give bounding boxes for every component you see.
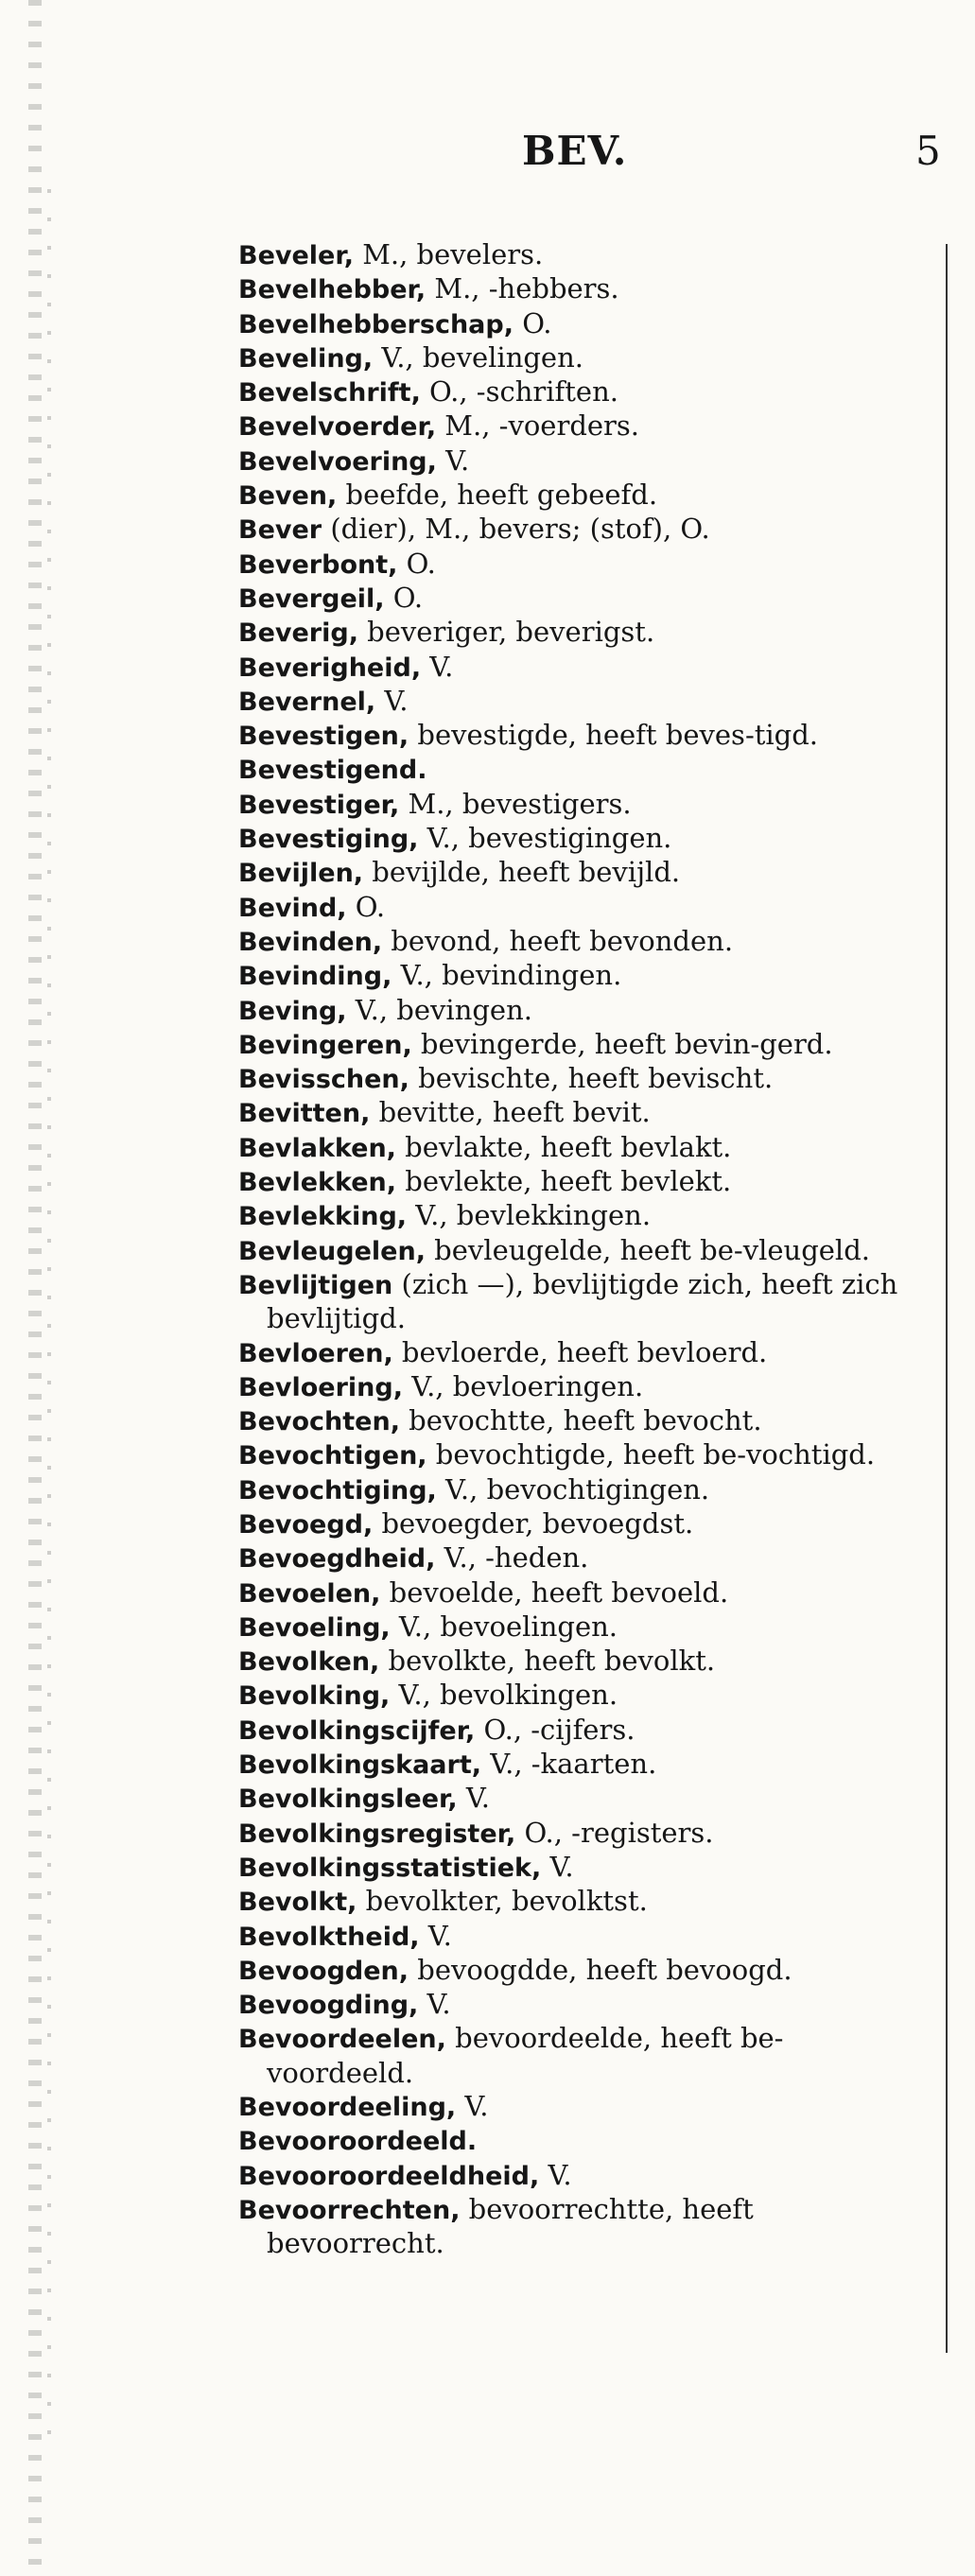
dictionary-entry (238, 1645, 919, 1679)
entry-definition: M., -hebbers. (426, 272, 619, 305)
entry-headword: Bevingeren, (238, 1030, 412, 1060)
entry-definition: V., bevingen. (346, 993, 532, 1026)
entry-headword: Bevooroordeeld. (238, 2127, 478, 2157)
entry-headword: Bevochtiging, (238, 1475, 437, 1506)
dictionary-entry (238, 1748, 919, 1782)
dictionary-entry (238, 375, 919, 409)
entry-headword: Beverig, (238, 618, 358, 649)
entry-headword: Bevestiging, (238, 825, 419, 855)
dictionary-entry (238, 2193, 919, 2261)
dictionary-entry (238, 1473, 919, 1507)
entry-definition: V. (375, 684, 409, 717)
entry-headword: Beverigheid, (238, 653, 422, 683)
entry-headword: Bevolkingsleer, (238, 1784, 458, 1815)
entry-headword: Bevisschen, (238, 1065, 409, 1095)
entry-definition: bevolkter, bevolktst. (357, 1885, 648, 1918)
entry-definition: V. (456, 2090, 489, 2123)
dictionary-entry (238, 1268, 919, 1336)
entry-definition: bevingerde, heeft bevin-gerd. (411, 1027, 833, 1060)
dictionary-entry (238, 1988, 919, 2022)
scan-edge-noise-inner (47, 189, 51, 2459)
entry-definition: V. (436, 444, 470, 477)
entry-definition: M., -voerders. (436, 409, 640, 443)
entry-headword: Bevinding, (238, 962, 392, 992)
entry-definition: bevijlde, heeft bevijld. (363, 856, 681, 889)
dictionary-entry (238, 1851, 919, 1885)
entry-headword: Bevernel, (238, 687, 376, 717)
scan-edge-noise (28, 0, 42, 2576)
entry-definition: bevochtigde, heeft be-vochtigd. (427, 1438, 876, 1471)
dictionary-entry (238, 925, 919, 959)
dictionary-entry (238, 2159, 919, 2193)
dictionary-entry (238, 238, 919, 272)
dictionary-entry (238, 1817, 919, 1851)
dictionary-entry (238, 1782, 919, 1816)
entry-definition: beveriger, beverigst. (357, 616, 655, 649)
dictionary-entry (238, 1507, 919, 1541)
entry-headword: Bevolkingsregister, (238, 1819, 516, 1849)
entry-definition: bevleugelde, heeft be-vleugeld. (425, 1233, 870, 1266)
entry-definition: bevlakte, heeft bevlakt. (395, 1130, 732, 1163)
dictionary-entry (238, 1541, 919, 1575)
entry-definition: V., bevlekkingen. (407, 1199, 652, 1232)
entry-headword: Beven, (238, 481, 338, 512)
dictionary-entry (238, 1131, 919, 1165)
entry-definition: bevond, heeft bevonden. (382, 924, 734, 957)
entry-definition: O. (513, 306, 552, 339)
entry-headword: Bevolken, (238, 1647, 380, 1678)
entry-headword: Bevoeling, (238, 1612, 391, 1643)
dictionary-entry (238, 994, 919, 1028)
page-title: BEV. (522, 128, 628, 174)
entry-headword: Bevoelen, (238, 1578, 381, 1609)
entry-headword: Bevlijtigen (238, 1270, 393, 1300)
entry-headword: Bevochten, (238, 1407, 400, 1437)
dictionary-entry (238, 822, 919, 856)
entry-headword: Bevolking, (238, 1681, 391, 1712)
entry-definition: V., bevloeringen. (402, 1369, 644, 1402)
entry-definition: V., bevoelingen. (390, 1610, 618, 1643)
dictionary-entry (238, 788, 919, 822)
dictionary-entry (238, 1028, 919, 1062)
entry-definition: V. (539, 2158, 572, 2191)
entry-headword: Bevelschrift, (238, 378, 421, 409)
entry-definition: V. (418, 1988, 451, 2021)
entry-headword: Bevelhebber, (238, 275, 427, 305)
dictionary-entry (238, 616, 919, 650)
dictionary-entry (238, 959, 919, 993)
entry-definition: bevolkte, heeft bevolkt. (379, 1645, 716, 1678)
dictionary-entry (238, 1679, 919, 1713)
entry-headword: Bevijlen, (238, 859, 364, 889)
dictionary-entry (238, 1165, 919, 1199)
entry-definition: bevlekte, heeft bevlekt. (396, 1165, 732, 1198)
entry-headword: Beving, (238, 996, 347, 1026)
entry-headword: Bevoordeelen, (238, 2025, 446, 2055)
entry-headword: Beverbont, (238, 549, 398, 580)
dictionary-entry (238, 272, 919, 306)
dictionary-column (238, 238, 919, 2261)
entry-definition: O., -registers. (515, 1816, 714, 1849)
dictionary-entry (238, 1404, 919, 1438)
entry-definition: beefde, heeft gebeefd. (337, 479, 658, 512)
entry-headword: Bevlakken, (238, 1133, 396, 1163)
entry-headword: Beveler, (238, 241, 354, 270)
entry-definition: V., -kaarten. (481, 1748, 657, 1781)
entry-headword: Bevinden, (238, 927, 383, 957)
dictionary-entry (238, 719, 919, 753)
entry-definition: bevloerde, heeft bevloerd. (392, 1335, 768, 1368)
entry-headword: Bevlekken, (238, 1168, 397, 1198)
page-number: 5 (915, 128, 941, 174)
entry-definition: V., bevindingen. (392, 959, 622, 992)
dictionary-entry (238, 1234, 919, 1268)
dictionary-entry (238, 582, 919, 616)
dictionary-entry (238, 513, 919, 547)
entry-definition: V. (421, 650, 454, 683)
entry-definition: bevischte, heeft bevischt. (409, 1062, 774, 1095)
dictionary-entry (238, 479, 919, 513)
entry-headword: Bevooroordeeldheid, (238, 2161, 540, 2191)
entry-definition: bevitte, heeft bevit. (370, 1096, 651, 1129)
dictionary-entry (238, 1438, 919, 1472)
dictionary-entry (238, 341, 919, 375)
dictionary-entry (238, 307, 919, 341)
entry-headword: Bevolkingsstatistiek, (238, 1853, 542, 1883)
entry-definition: bevoorrechtte, heeft bevoorrecht. (267, 2192, 754, 2260)
entry-headword: Bevolktheid, (238, 1922, 420, 1952)
entry-headword: Bevolkingscijfer, (238, 1715, 476, 1746)
dictionary-entry (238, 1062, 919, 1096)
entry-definition: V. (457, 1782, 490, 1815)
entry-headword: Bevelvoerder, (238, 412, 437, 443)
entry-definition: bevoogdde, heeft bevoogd. (409, 1953, 792, 1986)
entry-definition: (zich —), bevlijtigde zich, heeft zich bevlijtigd. (267, 1267, 898, 1335)
entry-definition: V. (419, 1919, 452, 1952)
entry-headword: Bevochtigen, (238, 1441, 427, 1471)
entry-headword: Bevoordeeling, (238, 2093, 457, 2123)
dictionary-entry (238, 444, 919, 479)
dictionary-entry (238, 2022, 919, 2090)
entry-definition: O., -cijfers. (475, 1713, 635, 1746)
entry-headword: Bevoegd, (238, 1509, 374, 1540)
dictionary-entry (238, 2124, 919, 2158)
dictionary-entry (238, 651, 919, 685)
entry-headword: Bevelhebberschap, (238, 309, 514, 339)
entry-definition: M., bevelers. (353, 238, 544, 270)
entry-definition: M., bevestigers. (399, 787, 632, 820)
dictionary-entry (238, 1885, 919, 1919)
dictionary-entry (238, 2090, 919, 2124)
entry-definition: (dier), M., bevers; (stof), O. (322, 513, 710, 546)
entry-headword: Bevolkt, (238, 1888, 357, 1918)
entry-definition: V., bevochtigingen. (436, 1472, 710, 1506)
entry-definition: V. (541, 1850, 574, 1883)
dictionary-entry (238, 409, 919, 444)
dictionary-entry (238, 1370, 919, 1404)
entry-headword: Bevloeren, (238, 1338, 393, 1368)
entry-definition: O. (397, 547, 436, 580)
entry-headword: Bevloering, (238, 1372, 403, 1402)
dictionary-entry (238, 891, 919, 925)
entry-headword: Bevleugelen, (238, 1236, 426, 1266)
dictionary-entry (238, 1336, 919, 1370)
dictionary-entry (238, 753, 919, 787)
dictionary-entry (238, 548, 919, 582)
entry-headword: Bevoegdheid, (238, 1544, 436, 1575)
dictionary-entry (238, 1096, 919, 1130)
entry-definition: V., -heden. (435, 1541, 589, 1575)
entry-definition: bevoelde, heeft bevoeld. (380, 1575, 729, 1609)
entry-headword: Bevolkingskaart, (238, 1750, 482, 1781)
entry-definition: V., bevestigingen. (418, 822, 672, 855)
dictionary-entry (238, 685, 919, 719)
dictionary-entry (238, 1954, 919, 1988)
dictionary-entry (238, 1920, 919, 1954)
entry-definition: O. (384, 581, 424, 614)
entry-definition: V., bevelingen. (373, 340, 583, 374)
dictionary-entry (238, 1610, 919, 1645)
entry-headword: Bevelvoering, (238, 446, 437, 477)
dictionary-entry (238, 856, 919, 890)
entry-headword: Bevitten, (238, 1099, 371, 1129)
entry-headword: Bevestigen, (238, 722, 409, 752)
entry-headword: Bever (238, 515, 322, 546)
entry-headword: Bevoorrechten, (238, 2195, 461, 2225)
entry-headword: Bevoogden, (238, 1956, 409, 1986)
dictionary-entry (238, 1576, 919, 1610)
entry-definition: V., bevolkingen. (390, 1679, 618, 1712)
entry-definition: O., -schriften. (420, 375, 618, 409)
entry-definition: bevoegder, bevoegdst. (373, 1506, 694, 1540)
entry-definition: bevochtte, heeft bevocht. (399, 1404, 762, 1437)
dictionary-entry (238, 1199, 919, 1233)
entry-definition: bevestigde, heeft beves-tigd. (409, 719, 819, 752)
column-rule (946, 244, 948, 2353)
entry-definition: bevoordeelde, heeft be-voordeeld. (267, 2022, 784, 2089)
entry-headword: Bevlekking, (238, 1202, 408, 1232)
entry-headword: Bevestigend. (238, 756, 427, 786)
entry-headword: Bevind, (238, 893, 347, 923)
entry-definition: O. (346, 890, 386, 923)
entry-headword: Bevoogding, (238, 1991, 419, 2021)
entry-headword: Beveling, (238, 343, 374, 374)
page-header (0, 128, 975, 184)
entry-headword: Bevergeil, (238, 583, 385, 614)
dictionary-entry (238, 1714, 919, 1748)
entry-headword: Bevestiger, (238, 790, 400, 820)
